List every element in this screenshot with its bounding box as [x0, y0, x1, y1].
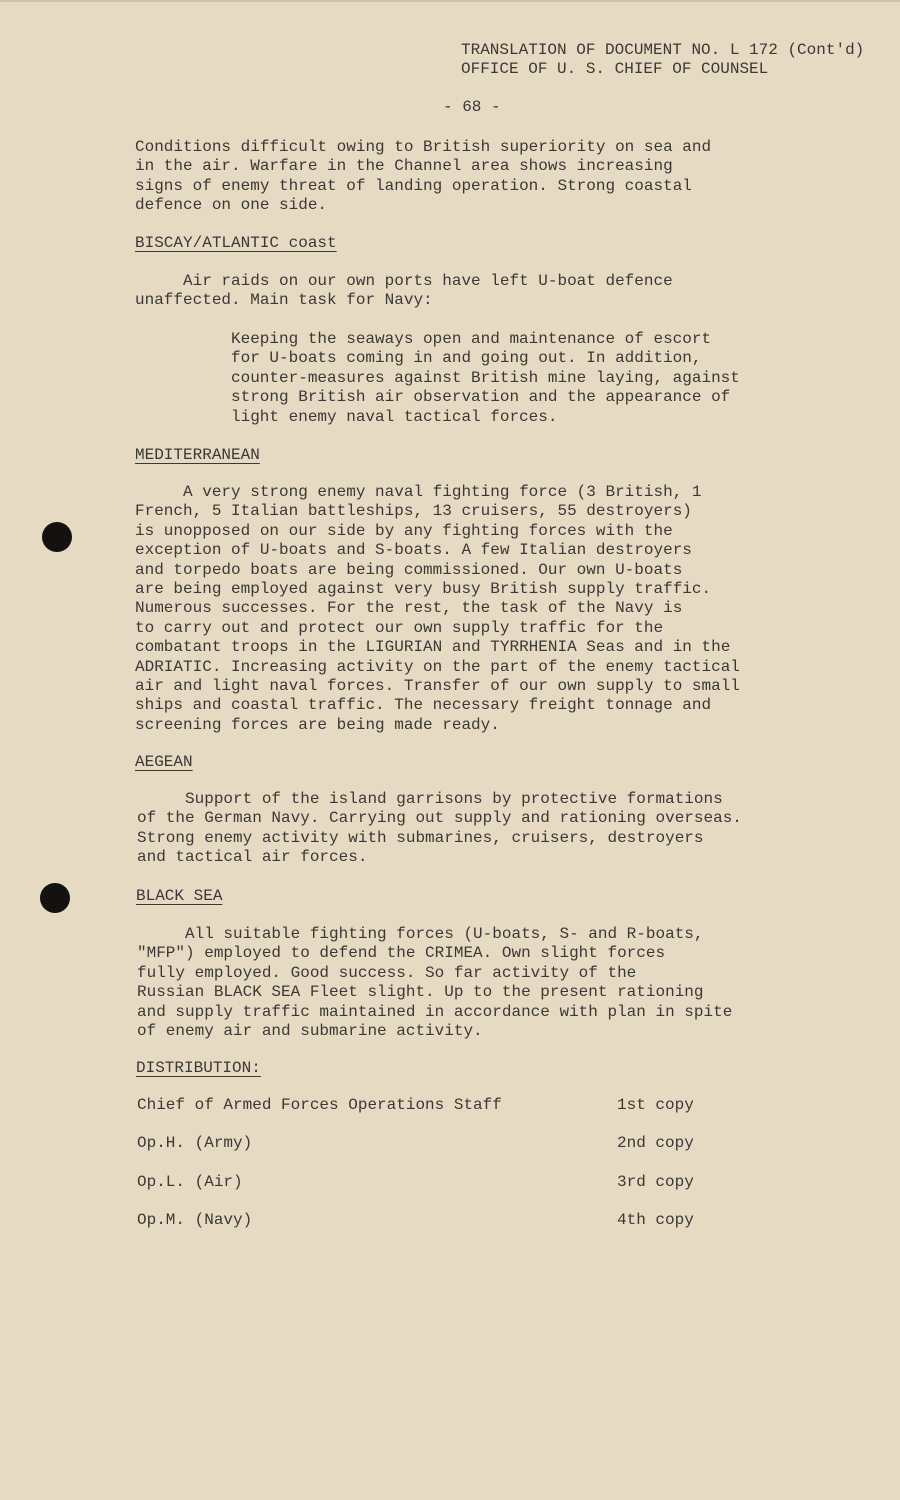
text-line: Support of the island garrisons by protective formations — [137, 790, 723, 808]
intro-paragraph — [135, 138, 711, 216]
punch-hole — [40, 883, 70, 913]
text-line: Russian BLACK SEA Fleet slight. Up to the present rationing — [137, 983, 704, 1002]
biscay-paragraph — [135, 272, 673, 311]
text-line: of the German Navy. Carrying out supply and rationing overseas. — [137, 809, 742, 828]
text-line: to carry out and protect our own supply traffic for the — [135, 618, 664, 637]
text-line: defence on one side. — [135, 196, 328, 215]
text-line: Air raids on our own ports have left U-boat defence — [135, 272, 673, 290]
header-title: TRANSLATION OF DOCUMENT NO. L 172 (Cont'd) — [461, 41, 865, 59]
text-line: All suitable fighting forces (U-boats, S- and R-boats, — [137, 925, 704, 943]
punch-hole — [42, 522, 72, 552]
section-heading-biscay: BISCAY/ATLANTIC coast — [135, 234, 337, 252]
text-line: strong British air observation and the appearance of — [231, 388, 731, 407]
biscay-quote — [231, 330, 740, 427]
text-line: Conditions difficult owing to British superiority on sea and — [135, 138, 712, 156]
text-line: A very strong enemy naval fighting force (3 British, 1 — [135, 483, 702, 501]
distribution-copy: 2nd copy — [617, 1134, 694, 1153]
page-number: - 68 - — [443, 98, 501, 116]
section-heading-black-sea: BLACK SEA — [136, 887, 223, 905]
text-line: French, 5 Italian battleships, 13 cruisers, 55 destroyers) — [135, 502, 692, 521]
text-line: air and light naval forces. Transfer of our own supply to small — [135, 676, 740, 695]
distribution-recipient: Op.M. (Navy) — [137, 1210, 253, 1229]
page-edge — [0, 0, 900, 2]
distribution-copy: 3rd copy — [617, 1172, 694, 1191]
text-line: combatant troops in the LIGURIAN and TYRRHENIA Seas and in the — [135, 638, 731, 657]
text-line: unaffected. Main task for Navy: — [135, 291, 433, 310]
text-line: "MFP") employed to defend the CRIMEA. Own slight forces — [137, 944, 666, 963]
section-heading-aegean: AEGEAN — [135, 753, 193, 771]
text-line: Numerous successes. For the rest, the task of the Navy is — [135, 599, 683, 618]
distribution-copy: 1st copy — [617, 1096, 694, 1114]
text-line: ADRIATIC. Increasing activity on the part of the enemy tactical — [135, 657, 740, 676]
text-line: screening forces are being made ready. — [135, 715, 500, 734]
aegean-paragraph — [137, 790, 742, 868]
text-line: Strong enemy activity with submarines, cruisers, destroyers — [137, 828, 704, 847]
text-line: and tactical air forces. — [137, 848, 368, 867]
text-line: exception of U-boats and S-boats. A few Italian destroyers — [135, 541, 692, 560]
text-line: counter-measures against British mine laying, against — [231, 368, 740, 387]
text-line: fully employed. Good success. So far activity of the — [137, 963, 637, 982]
text-line: in the air. Warfare in the Channel area shows increasing — [135, 157, 673, 176]
text-line: signs of enemy threat of landing operation. Strong coastal — [135, 176, 692, 195]
text-line: is unopposed on our side by any fighting forces with the — [135, 521, 673, 540]
text-line: are being employed against very busy British supply traffic. — [135, 579, 712, 598]
text-line: of enemy air and submarine activity. — [137, 1021, 483, 1040]
distribution-recipient: Op.L. (Air) — [137, 1172, 243, 1191]
distribution-recipient: Chief of Armed Forces Operations Staff — [137, 1096, 502, 1114]
section-heading-mediterranean: MEDITERRANEAN — [135, 446, 260, 464]
header-office: OFFICE OF U. S. CHIEF OF COUNSEL — [461, 60, 769, 79]
black-sea-paragraph — [137, 925, 732, 1041]
text-line: Keeping the seaways open and maintenance of escort — [231, 330, 712, 348]
text-line: and torpedo boats are being commissioned. Our own U-boats — [135, 560, 683, 579]
mediterranean-paragraph — [135, 483, 740, 735]
distribution-recipient: Op.H. (Army) — [137, 1134, 253, 1153]
text-line: light enemy naval tactical forces. — [231, 407, 558, 426]
text-line: ships and coastal traffic. The necessary freight tonnage and — [135, 696, 712, 715]
document-header — [461, 41, 864, 80]
distribution-copy: 4th copy — [617, 1210, 694, 1229]
distribution-heading: DISTRIBUTION: — [136, 1059, 261, 1077]
text-line: for U-boats coming in and going out. In addition, — [231, 349, 702, 368]
text-line: and supply traffic maintained in accordance with plan in spite — [137, 1002, 733, 1021]
